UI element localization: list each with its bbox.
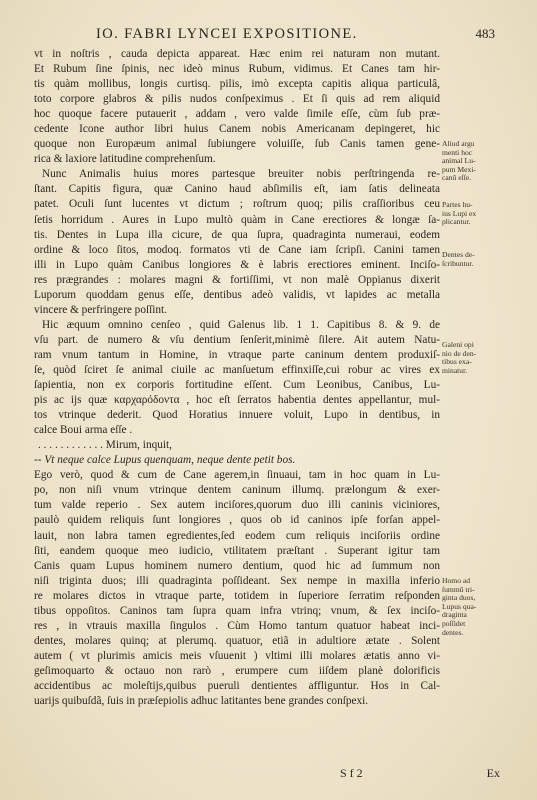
text-line: tis. Dentes in Lupa illa cicure, de qua ſupra, quadraginta numeraui, eodem xyxy=(34,228,440,241)
margin-note-line: ſcribuntur. xyxy=(442,258,474,268)
text-line: vſu part. de numero & vſu dentium ſenſerit,minimè ſilere. Ait autem Natu- xyxy=(34,333,440,346)
text-line: lauit, non labra tamen egredientes,ſed eodem cum reliquis inciſoriis ordine xyxy=(34,529,440,542)
margin-note-line: animal Lu- xyxy=(442,156,476,166)
text-line: quoque non Europæum animal ſubiungere voluiſſe, ſub Canis tamen gene- xyxy=(34,138,440,151)
running-header xyxy=(40,26,495,43)
margin-note-line: canũ eſſe. xyxy=(442,173,472,183)
margin-note-line: ſummũ tri- xyxy=(442,584,475,594)
text-line: vt in noſtris , cauda depicta appareat. Hæc enim rei naturam non mutant. xyxy=(34,48,440,60)
margin-note-line: ius Lupi ex xyxy=(442,208,477,218)
text-line: tibus oppoſitos. Caninos tam ſupra quam infra vtrinq; vnum, & ſex inciſo- xyxy=(34,604,440,617)
margin-note-line: nio de den- xyxy=(442,348,477,358)
text-line: ſtant. Capitis figura, quæ Canino haud abſimilis eſt, iam ſatis delineata xyxy=(34,183,440,196)
text-line: uarijs quibuſdã, ſuis in præſepiolis adhuc latitantes bene grandes conſpexi. xyxy=(34,695,369,708)
text-line: ordine & loco ſitos, modoq. formatos vti de Cane iam ſcripſi. Canini tamen xyxy=(34,243,440,256)
text-line: Luporum quoddam genus eſſe, dentibus adeò validis, vt lapides ac metalla xyxy=(34,288,440,301)
text-line: dentes, molares quinq; at plerumq. quatuor, etiã in adultiore ætate . Solent xyxy=(34,634,440,647)
margin-note-line: pum Mexi- xyxy=(442,164,476,174)
margin-note-line: tibus exa- xyxy=(442,357,472,367)
text-line: tos vtrinque dederit. Quod Horatius innuere voluit, Lupo in dentibus, in xyxy=(34,409,440,422)
page-footer xyxy=(340,766,500,781)
margin-note-line: poſſidet xyxy=(442,618,466,628)
verse-line: -- Vt neque calce Lupus quenquam, neque dente petit bos. xyxy=(34,454,296,467)
margin-note-line: draginta xyxy=(442,610,467,620)
margin-note-teeth xyxy=(442,251,504,268)
text-line: po, non niſi vnum vtrinque dentem caninum illumq. prælongum & exer- xyxy=(34,484,440,497)
margin-note-argument xyxy=(442,140,504,183)
margin-note-homo xyxy=(442,577,504,637)
margin-note-line: Homo ad xyxy=(442,576,471,585)
text-line: ram vnum tantum in Homine, in vtraque parte caninum dentem produxiſ- xyxy=(34,348,440,361)
text-line: niſi triginta duos; illi quadraginta poſſideant. Sex nempe in maxilla inferio xyxy=(34,574,440,587)
text-line: ſapientia, non ex corporis fortitudine eſſent. Cum Leonibus, Canibus, Lu- xyxy=(34,379,440,392)
main-text xyxy=(34,47,440,709)
text-line: accidentibus ac moleſtijs,quibus pueruli dentientes affliguntur. Hos in Cal- xyxy=(34,679,440,692)
margin-note-line: Partes hu- xyxy=(442,200,473,209)
text-line: ſe, quòd ſciret ſe animal ciuile ac manſuetum effinxiſſe,cui robur ac vires ex xyxy=(34,363,440,376)
running-title: IO. FABRI LYNCEI EXPOSITIONE. xyxy=(96,26,358,42)
margin-note-line: minatur. xyxy=(442,365,468,375)
text-line: ſetis horridum . Aures in Lupo multò quàm in Cane erectiores & longæ ſa- xyxy=(34,213,440,226)
margin-note-line: dentes. xyxy=(442,627,464,637)
text-line: hoc quoque facere putauerit , addam , vero valde ſimile eſſe, cùm ſub præ- xyxy=(34,108,440,121)
text-line: patet. Oculi ſunt lucentes vt dictum ; roſtrum quoq; pilis craſſioribus ceu xyxy=(34,198,440,211)
verse-line: . . . . . . . . . . . . Mirum, inquit, xyxy=(38,439,172,452)
text-line: Nunc Animalis huius mores partesque breuiter nobis perſtringenda re- xyxy=(42,168,440,181)
text-line: Hic æquum omnino cenſeo , quid Galenus lib. 1 1. Capitibus 8. & 9. de xyxy=(42,318,440,331)
text-line: vincere & perfringere poſſint. xyxy=(34,303,167,316)
text-line: tum valde reperio . Sex autem inciſores,quorum duo illi caninis viciniores, xyxy=(34,499,440,512)
page-number: 483 xyxy=(475,26,495,41)
margin-note-line: Galeni opi xyxy=(442,340,474,349)
text-line: cedente Icone author libri huius Canem nobis Americanam depingeret, hic xyxy=(34,123,440,136)
margin-note-line: Aliud argu xyxy=(442,139,475,148)
text-line: ſiti, eandem quoque meo iudicio, vtilitatem præſtant . Superant igitur tam xyxy=(34,544,440,557)
text-line: res prægrandes : molares magni & fortiſſimi, vt non malè Oppianus dixerit xyxy=(34,273,440,286)
text-line: geſimoquarto & octauo non rarò , erumpere cum iiſdem planè dolorificis xyxy=(34,664,440,677)
text-line: re molares dictos in vtraque parte, totidem in ſuperiore ſerratim reſponden xyxy=(34,589,440,602)
text-line: illi in Lupo quàm Canibus longiores & è labris erectiores eminent. Inciſo- xyxy=(34,258,440,271)
catchword: Ex xyxy=(486,766,500,780)
signature-mark: S f 2 xyxy=(340,766,363,780)
text-line: Et Rubum ſine ſpinis, nec ideò minus Rubum, vidimus. Et Canes tam hir- xyxy=(34,63,440,76)
text-line: tis quàm mollibus, longis curtisq. pilis, imò excepta capitis aliqua particulâ, xyxy=(34,78,440,91)
text-line: Ego verò, quod & cum de Cane agerem,in ſinuaui, tam in hoc quam in Lu- xyxy=(34,469,440,482)
margin-note-line: Dentes de- xyxy=(442,250,475,259)
margin-note-line: Lupus qua- xyxy=(442,601,477,611)
margin-note-galen xyxy=(442,341,504,375)
text-line: autem ( vt plurimis amicis meis vſuuenit ) vltimi illi molares ætatis anno vi- xyxy=(34,649,440,662)
text-line: calce Boui arma eſſe . xyxy=(34,424,133,437)
text-line: res , in vtrauis maxilla ſingulos . Cùm Homo tantum quatuor habeat inci- xyxy=(34,619,440,632)
text-line: rica & laxiore latitudine comprehenſum. xyxy=(34,153,216,166)
text-line: paulò quidem reliquis ſunt longiores , quos ob id caninos ipſe forſan appel- xyxy=(34,514,440,527)
text-line: Canis quam Lupus hominem numero dentium, quod hic ad ſummum non xyxy=(34,559,440,572)
text-line: toto corpore glabros & pilis nudos conſpeximus . Et ſi quis ad rem aliquid xyxy=(34,93,440,106)
margin-note-line: ginta duos, xyxy=(442,593,476,603)
margin-note-line: plicantur. xyxy=(442,217,471,227)
margin-note-line: menti hoc xyxy=(442,147,473,157)
margin-note-parts xyxy=(442,201,504,227)
text-line: pis ac ijs quæ καρχαρόδοντα , hoc eſt ſerratos habentia dentes appellantur, mul- xyxy=(34,394,440,407)
